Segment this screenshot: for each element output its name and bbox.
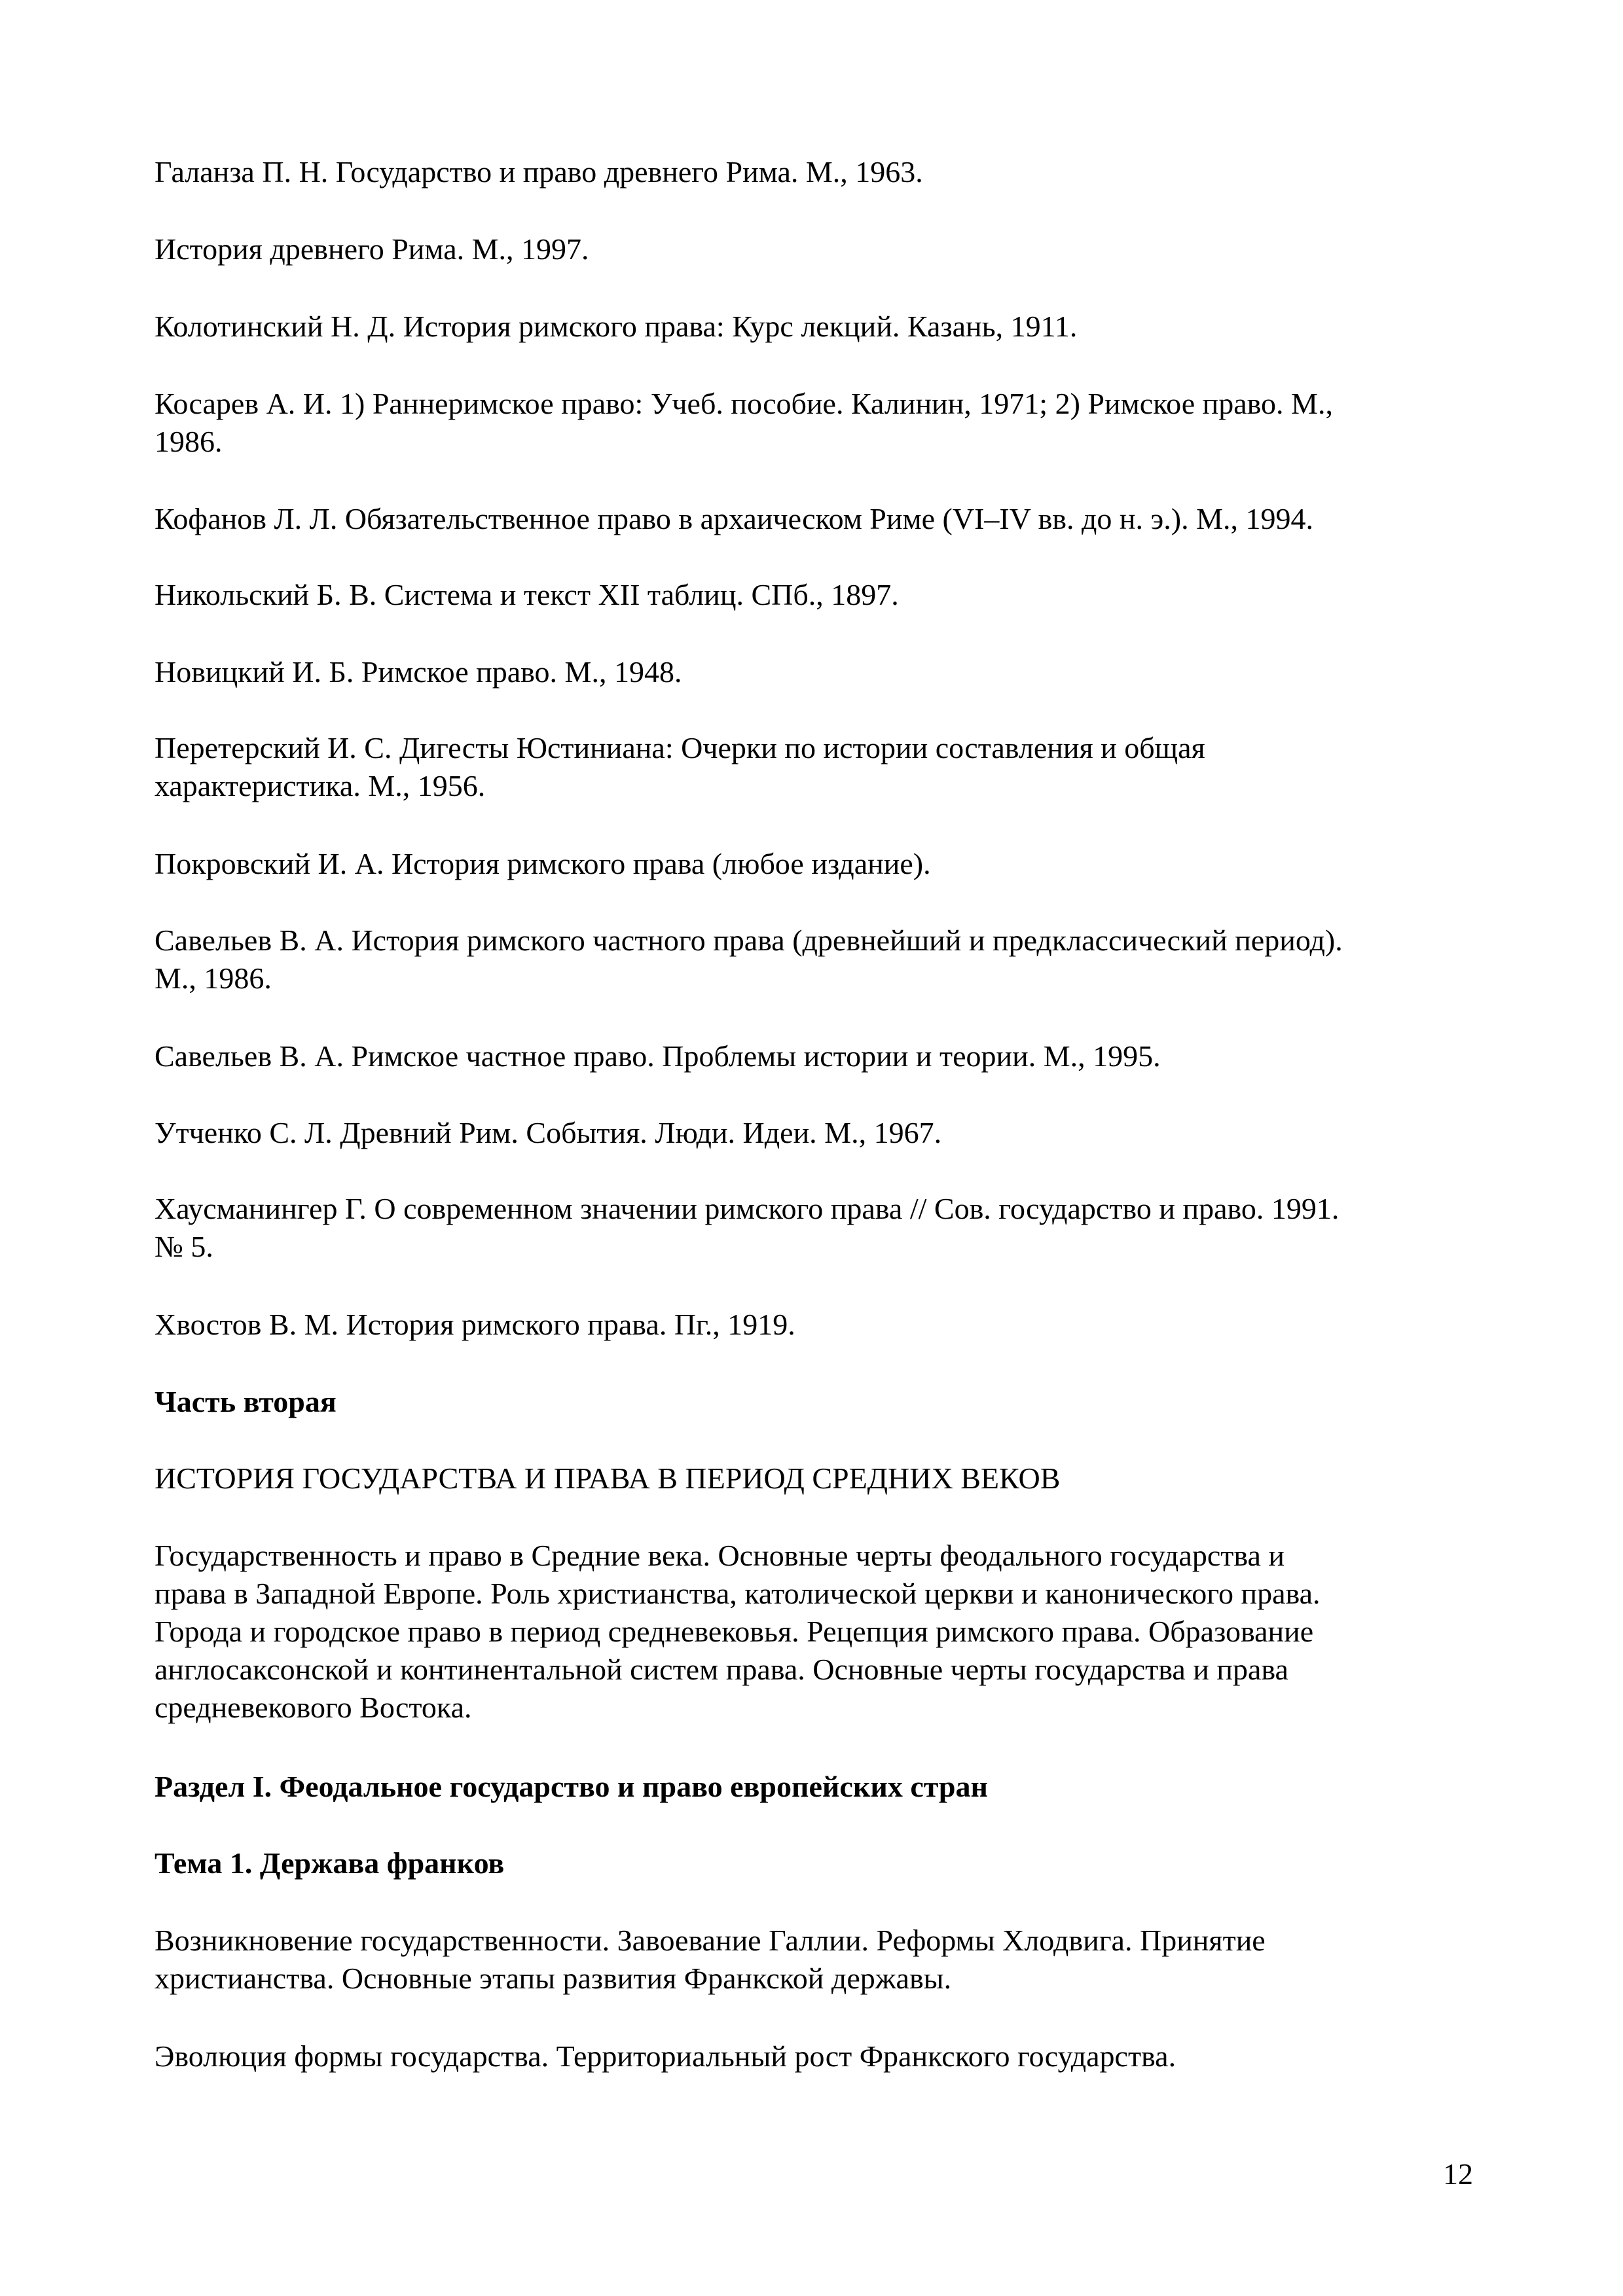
bibliography-entry: История древнего Рима. М., 1997.	[155, 232, 589, 266]
topic-paragraph: Возникновение государственности. Завоевание Галлии. Реформы Хлодвига. Принятие христианства. Основные этапы развития Франкской державы.	[155, 1924, 1266, 1995]
section-title: Раздел I. Феодальное государство и право европейских стран	[155, 1770, 988, 1803]
bibliography-entry: Перетерский И. С. Дигесты Юстиниана: Очерки по истории составления и общая характеристика. М., 1956.	[155, 731, 1205, 802]
bibliography-entry: Покровский И. А. История римского права (любое издание).	[155, 847, 931, 880]
bibliography-entry: Хаусманингер Г. О современном значении римского права // Сов. государство и право. 1991. № 5.	[155, 1192, 1340, 1263]
part-label: Часть вторая	[155, 1385, 337, 1418]
bibliography-entry: Утченко С. Л. Древний Рим. События. Люди. Идеи. М., 1967.	[155, 1116, 942, 1149]
bibliography-entry: Кофанов Л. Л. Обязательственное право в архаическом Риме (VI–IV вв. до н. э.). М., 1994.	[155, 502, 1314, 535]
bibliography-entry: Савельев В. А. Римское частное право. Проблемы истории и теории. М., 1995.	[155, 1039, 1161, 1073]
bibliography-entry: Савельев В. А. История римского частного права (древнейший и предклассический период). М., 1986.	[155, 924, 1343, 995]
bibliography-entry: Косарев А. И. 1) Раннеримское право: Учеб. пособие. Калинин, 1971; 2) Римское право. М., 1986.	[155, 387, 1333, 458]
part-intro-paragraph: Государственность и право в Средние века. Основные черты феодального государства и права в Западной Европе. Роль христианства, католической церкви и канонического права. Города и городское право в период средневековья. Рецепция римского права. Образование англосаксонской и континентальной систем права. Основные черты государства и права средневекового Востока.	[155, 1539, 1321, 1724]
topic-title: Тема 1. Держава франков	[155, 1846, 505, 1880]
topic-paragraph: Эволюция формы государства. Территориальный рост Франкского государства.	[155, 2039, 1176, 2073]
page-number: 12	[1443, 2157, 1473, 2191]
bibliography-entry: Новицкий И. Б. Римское право. М., 1948.	[155, 655, 682, 689]
bibliography-entry: Хвостов В. М. История римского права. Пг., 1919.	[155, 1308, 795, 1341]
bibliography-entry: Галанза П. Н. Государство и право древнего Рима. М., 1963.	[155, 155, 923, 188]
bibliography-entry: Никольский Б. В. Система и текст XII таблиц. СПб., 1897.	[155, 578, 899, 611]
bibliography-entry: Колотинский Н. Д. История римского права: Курс лекций. Казань, 1911.	[155, 310, 1078, 343]
part-title: ИСТОРИЯ ГОСУДАРСТВА И ПРАВА В ПЕРИОД СРЕДНИХ ВЕКОВ	[155, 1462, 1061, 1495]
